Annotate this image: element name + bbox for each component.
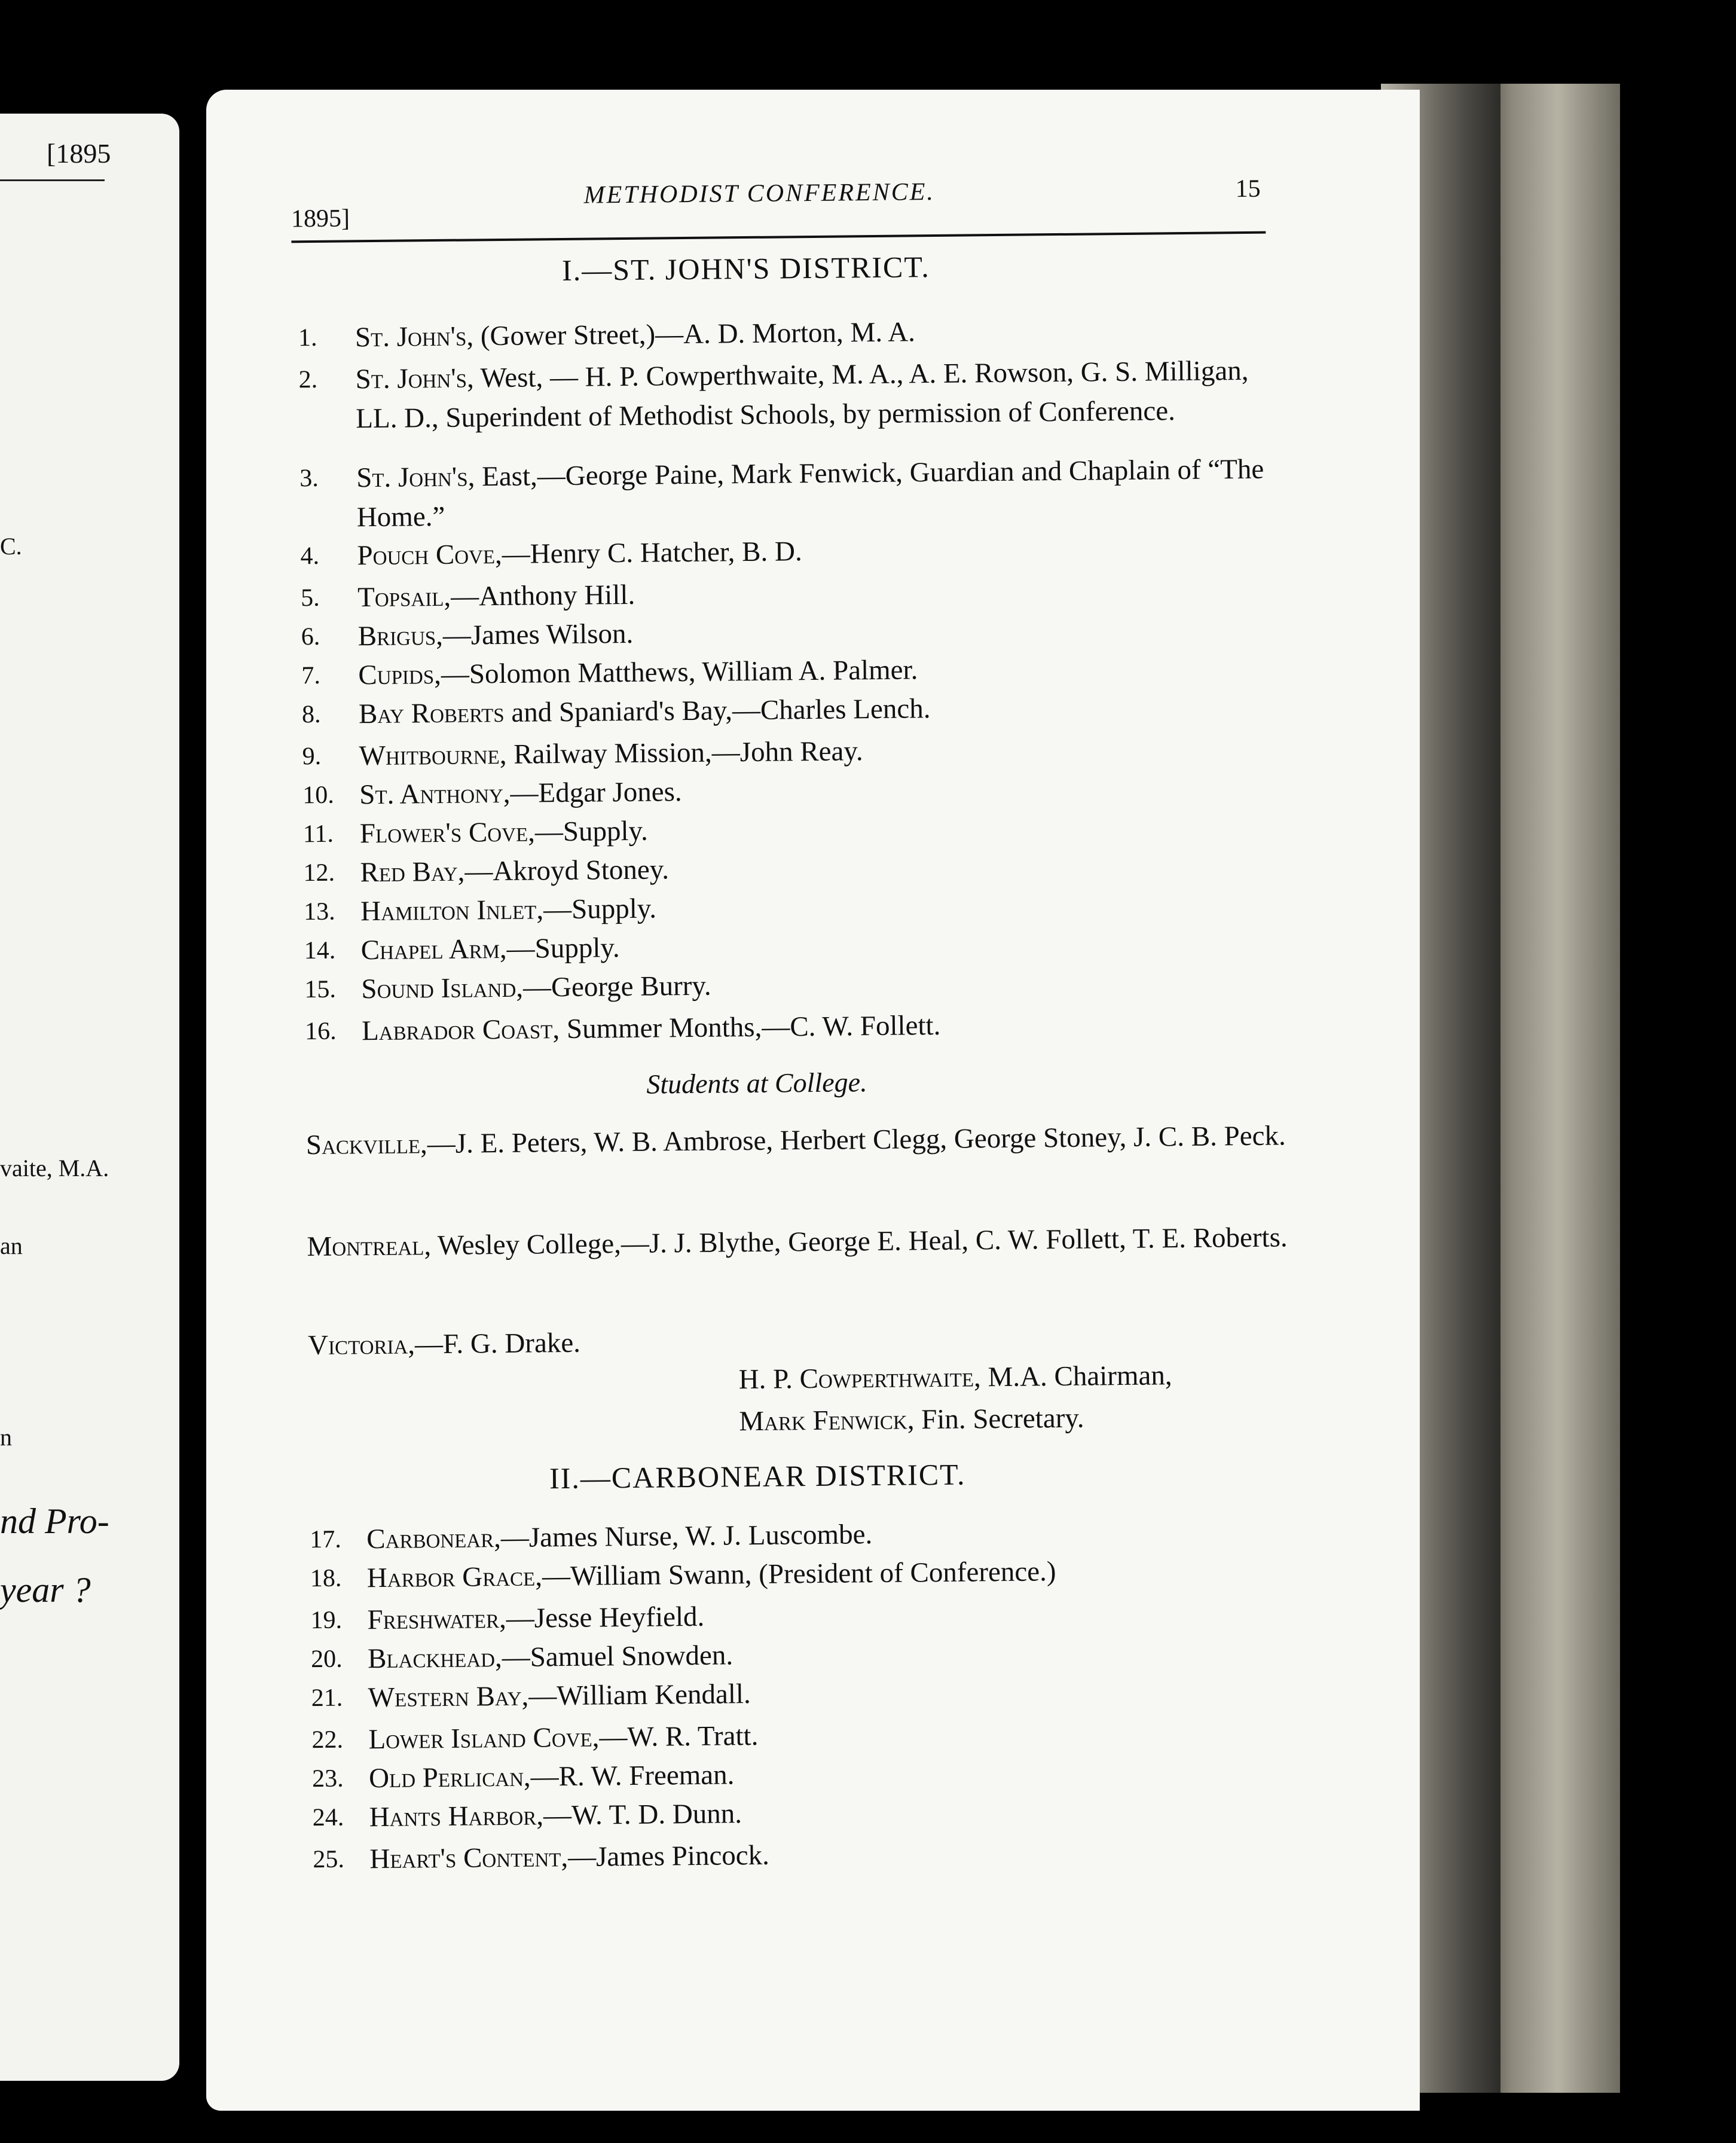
entry-appointment: —R. W. Freeman.: [530, 1759, 735, 1793]
entry-number: 6.: [301, 622, 320, 651]
entry-number: 23.: [311, 1765, 344, 1793]
secretary-title: Fin. Secretary.: [914, 1402, 1084, 1436]
chairman-name: H. P. Cowperthwaite,: [738, 1361, 982, 1396]
entry-number: 15.: [304, 975, 337, 1004]
secretary-name: Mark Fenwick,: [739, 1404, 915, 1437]
entry-appointment: —George Burry.: [522, 970, 711, 1003]
entry-text: [368, 1669, 1298, 1717]
students-heading: Students at College.: [646, 1067, 867, 1100]
previous-page-text-fragment: year ?: [0, 1570, 91, 1610]
entry-place: Labrador Coast,: [361, 1014, 560, 1047]
district-heading: II.—CARBONEAR DISTRICT.: [549, 1457, 966, 1495]
entry-place: Bay Roberts: [358, 697, 505, 730]
entry-appointment: —Jesse Heyfield.: [506, 1601, 705, 1634]
entry-place: Cupids,: [358, 658, 442, 691]
college-entry: [306, 1115, 1419, 1165]
entry-number: 18.: [310, 1564, 342, 1593]
list-item: [298, 309, 1285, 358]
entry-appointment: —James Wilson.: [442, 618, 634, 651]
entry-place: Brigus,: [357, 619, 444, 652]
entry-text: [356, 449, 1286, 537]
entry-appointment: —Henry C. Hatcher, B. D.: [502, 536, 802, 570]
college-name: Montreal,: [307, 1230, 432, 1263]
entry-text: [362, 1002, 1292, 1051]
list-item: [313, 1830, 1300, 1879]
previous-page-text-fragment: nd Pro-: [0, 1501, 109, 1541]
college-students: —J. E. Peters, W. B. Ambrose, Herbert Clegg, George Stoney, J. C. B. Peck.: [427, 1120, 1286, 1160]
entry-place: Hants Harbor,: [369, 1800, 544, 1833]
previous-page-text-fragment: C.: [0, 533, 22, 560]
entry-number: 21.: [311, 1684, 343, 1712]
entry-appointment: —Supply.: [543, 893, 657, 926]
entry-place: Lower Island Cove,: [368, 1721, 600, 1756]
entry-appointment: —Akroyd Stoney.: [464, 854, 670, 887]
previous-page-fragment: [0, 114, 179, 2081]
entry-place: Heart's Content,: [369, 1842, 569, 1875]
entry-place: Blackhead,: [367, 1642, 502, 1675]
entry-place: Pouch Cove,: [357, 538, 503, 572]
entry-number: 24.: [312, 1803, 344, 1832]
header-rule: [291, 231, 1266, 243]
entry-text: [355, 350, 1285, 438]
entry-number: 19.: [310, 1606, 343, 1635]
previous-page-text-fragment: an: [0, 1232, 23, 1259]
entry-place: St. John's,: [356, 461, 475, 494]
entry-appointment: —James Pincock.: [567, 1839, 770, 1873]
list-item: [298, 350, 1285, 439]
running-head-year: 1895]: [291, 204, 350, 233]
entry-number: 11.: [302, 820, 334, 848]
chairman-title: M.A. Chairman,: [980, 1360, 1172, 1393]
previous-page-text-fragment: n: [0, 1424, 12, 1451]
entry-place: Chapel Arm,: [360, 933, 507, 966]
entry-text: [369, 1830, 1300, 1879]
entry-number: 17.: [310, 1525, 341, 1554]
entry-number: 4.: [300, 542, 320, 570]
entry-text: [359, 685, 1289, 734]
entry-appointment: —James Nurse, W. J. Luscombe.: [500, 1519, 873, 1554]
running-head-title: METHODIST CONFERENCE.: [583, 178, 936, 209]
entry-place: Topsail,: [357, 581, 451, 613]
entry-place: St. John's,: [355, 362, 475, 395]
entry-place: St. Anthony,: [359, 777, 511, 811]
chairman-signature: [738, 1359, 1172, 1396]
district-heading: I.—ST. JOHN'S DISTRICT.: [561, 250, 930, 287]
entry-number: 8.: [301, 700, 321, 729]
entry-text: [367, 1549, 1297, 1598]
entry-text: [369, 1788, 1299, 1837]
entry-place: Freshwater,: [367, 1602, 507, 1636]
college-entry: [308, 1315, 1420, 1365]
entry-place: St. John's,: [354, 320, 474, 353]
entry-place: Western Bay,: [368, 1680, 529, 1714]
college-entry: [307, 1216, 1419, 1266]
previous-page-header: [1895: [47, 138, 111, 169]
entry-number: 1.: [298, 323, 317, 352]
entry-text: [355, 309, 1285, 357]
college-name: Victoria,: [307, 1329, 415, 1361]
entry-number: 13.: [303, 898, 335, 926]
entry-appointment: East,—George Paine, Mark Fenwick, Guardian and Chaplain of “The Home.”: [356, 453, 1264, 533]
entry-appointment: —Anthony Hill.: [450, 579, 635, 612]
entry-number: 20.: [310, 1645, 343, 1674]
college-students: Wesley College,—J. J. Blythe, George E. Heal, C. W. Follett, T. E. Roberts.: [430, 1222, 1288, 1262]
entry-number: 5.: [300, 584, 320, 612]
entry-place: Red Bay,: [360, 856, 465, 889]
entry-appointment: —Edgar Jones.: [510, 776, 682, 809]
entry-number: 16.: [304, 1017, 337, 1046]
entry-place: Sound Island,: [361, 972, 524, 1005]
college-students: —F. G. Drake.: [414, 1327, 581, 1360]
previous-page-text-fragment: vaite, M.A.: [0, 1155, 109, 1182]
entry-number: 7.: [301, 661, 321, 690]
entry-number: 10.: [302, 781, 335, 810]
entry-appointment: and Spaniard's Bay,—Charles Lench.: [504, 693, 931, 728]
entry-text: [357, 527, 1287, 575]
list-item: [305, 1002, 1292, 1051]
entry-number: 2.: [298, 365, 318, 394]
previous-page-header-rule: [0, 179, 105, 181]
page-content: [206, 84, 1307, 2115]
entry-appointment: —William Swann, (President of Conference.): [542, 1556, 1056, 1592]
entry-place: Carbonear,: [366, 1522, 502, 1555]
entry-place: Whitbourne,: [359, 738, 507, 772]
entry-number: 14.: [304, 936, 336, 965]
entry-number: 12.: [303, 859, 335, 887]
college-name: Sackville,: [305, 1128, 428, 1161]
entry-place: Flower's Cove,: [359, 816, 536, 850]
entry-appointment: —Supply.: [506, 932, 620, 964]
entry-appointment: —W. R. Tratt.: [599, 1720, 759, 1753]
entry-number: 22.: [311, 1726, 344, 1754]
entry-appointment: —W. T. D. Dunn.: [543, 1798, 742, 1831]
entry-place: Old Perlican,: [368, 1761, 531, 1794]
entry-appointment: Summer Months,—C. W. Follett.: [559, 1009, 941, 1045]
entry-appointment: —William Kendall.: [528, 1678, 751, 1712]
entry-appointment: West, — H. P. Cowperthwaite, M. A., A. E. Rowson, G. S. Milligan, LL. D., Superindent of Methodist Schools, by permission of Conference.: [356, 355, 1249, 435]
page-number: 15: [1235, 175, 1261, 203]
entry-number: 3.: [299, 464, 319, 493]
entry-number: 9.: [302, 742, 322, 771]
entry-appointment: —Samuel Snowden.: [502, 1640, 733, 1674]
list-item: [299, 449, 1286, 538]
entry-appointment: Railway Mission,—John Reay.: [506, 735, 863, 770]
entry-appointment: (Gower Street,)—A. D. Morton, M. A.: [473, 316, 916, 352]
entry-appointment: —Solomon Matthews, William A. Palmer.: [441, 654, 918, 690]
entry-number: 25.: [313, 1845, 345, 1874]
entry-text: [361, 960, 1291, 1009]
secretary-signature: [739, 1402, 1084, 1438]
entry-place: Hamilton Inlet,: [360, 894, 544, 927]
entry-appointment: —Supply.: [534, 815, 648, 848]
entry-place: Harbor Grace,: [366, 1561, 543, 1594]
